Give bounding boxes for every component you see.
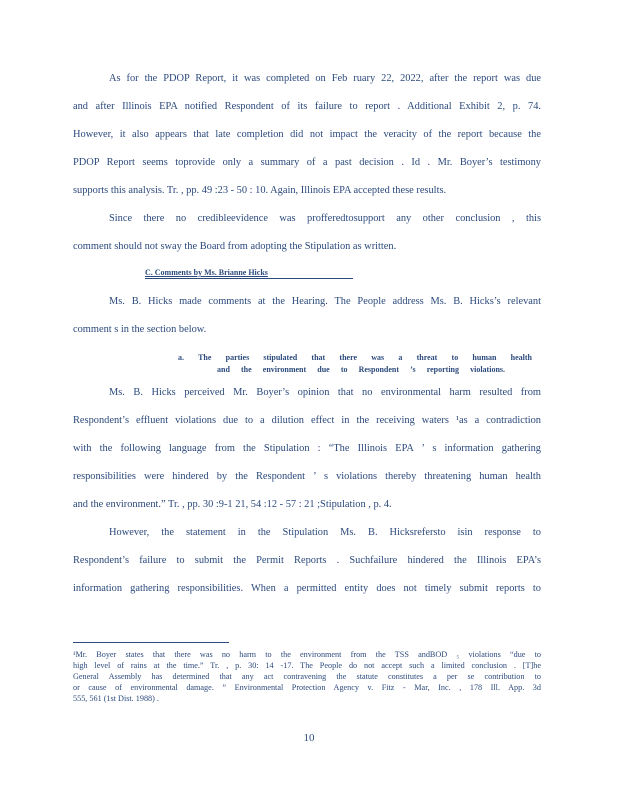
subsection-heading-a-line1: a. The parties stipulated that there was a threat to human health <box>178 353 532 362</box>
body-line: comment should not sway the Board from adopting the Stipulation as written. <box>73 241 397 252</box>
body-line: with the following language from the Stipulation : “The Illinois EPA ’ s information gathering <box>73 443 541 454</box>
body-line: Ms. B. Hicks perceived Mr. Boyer’s opinion that no environmental harm resulted from <box>109 387 541 398</box>
footnote-line: General Assembly has determined that any act contravening the statute constitutes a per se contribution to <box>73 672 541 681</box>
footnote-separator <box>73 642 229 643</box>
footnote-line: or cause of environmental damage. ” Environmental Protection Agency v. Fitz - Mar, Inc. , 178 Ill. App. 3d <box>73 683 541 692</box>
body-line: and after Illinois EPA notified Respondent of its failure to report . Additional Exhibit 2, p. 74. <box>73 101 541 112</box>
body-line: information gathering responsibilities. When a permitted entity does not timely submit reports to <box>73 583 541 594</box>
body-line: Since there no credibleevidence was profferedtosupport any other conclusion , this <box>109 213 541 224</box>
body-line: and the environment.” Tr. , pp. 30 :9-1 21, 54 :12 - 57 : 21 ;Stipulation , p. 4. <box>73 499 392 510</box>
body-line: However, it also appears that late completion did not impact the veracity of the report because the <box>73 129 541 140</box>
body-line: PDOP Report seems toprovide only a summary of a past decision . Id . Mr. Boyer’s testimony <box>73 157 541 168</box>
body-line: Ms. B. Hicks made comments at the Hearing. The People address Ms. B. Hicks’s relevant <box>109 296 541 307</box>
body-line: supports this analysis. Tr. , pp. 49 :23 - 50 : 10. Again, Illinois EPA accepted these results. <box>73 185 447 196</box>
footnote-line: high level of rains at the time.” Tr. , p. 30: 14 -17. The People do not accept such a limited conclusion . [T]he <box>73 661 541 670</box>
body-line: Respondent’s failure to submit the Permit Reports . Suchfailure hindered the Illinois EPA’s <box>73 555 541 566</box>
subsection-heading-a-line2: and the environment due to Respondent ’s reporting violations. <box>217 365 505 374</box>
body-line: However, the statement in the Stipulation Ms. B. Hicksrefersto isin response to <box>109 527 541 538</box>
footnote-line: 555, 561 (1st Dist. 1988) . <box>73 694 159 703</box>
footnote-line: ¹Mr. Boyer states that there was no harm to the environment from the TSS andBOD ₅ violations “due to <box>73 650 541 659</box>
page-number: 10 <box>303 732 315 744</box>
body-line: responsibilities were hindered by the Respondent ’ s violations thereby threatening human health <box>73 471 541 482</box>
body-line: As for the PDOP Report, it was completed on Feb ruary 22, 2022, after the report was due <box>109 73 541 84</box>
body-line: Respondent’s effluent violations due to a dilution effect in the receiving waters ¹as a contradiction <box>73 415 541 426</box>
body-line: comment s in the section below. <box>73 324 207 335</box>
section-heading-c: C. Comments by Ms. Brianne Hicks <box>145 268 353 279</box>
